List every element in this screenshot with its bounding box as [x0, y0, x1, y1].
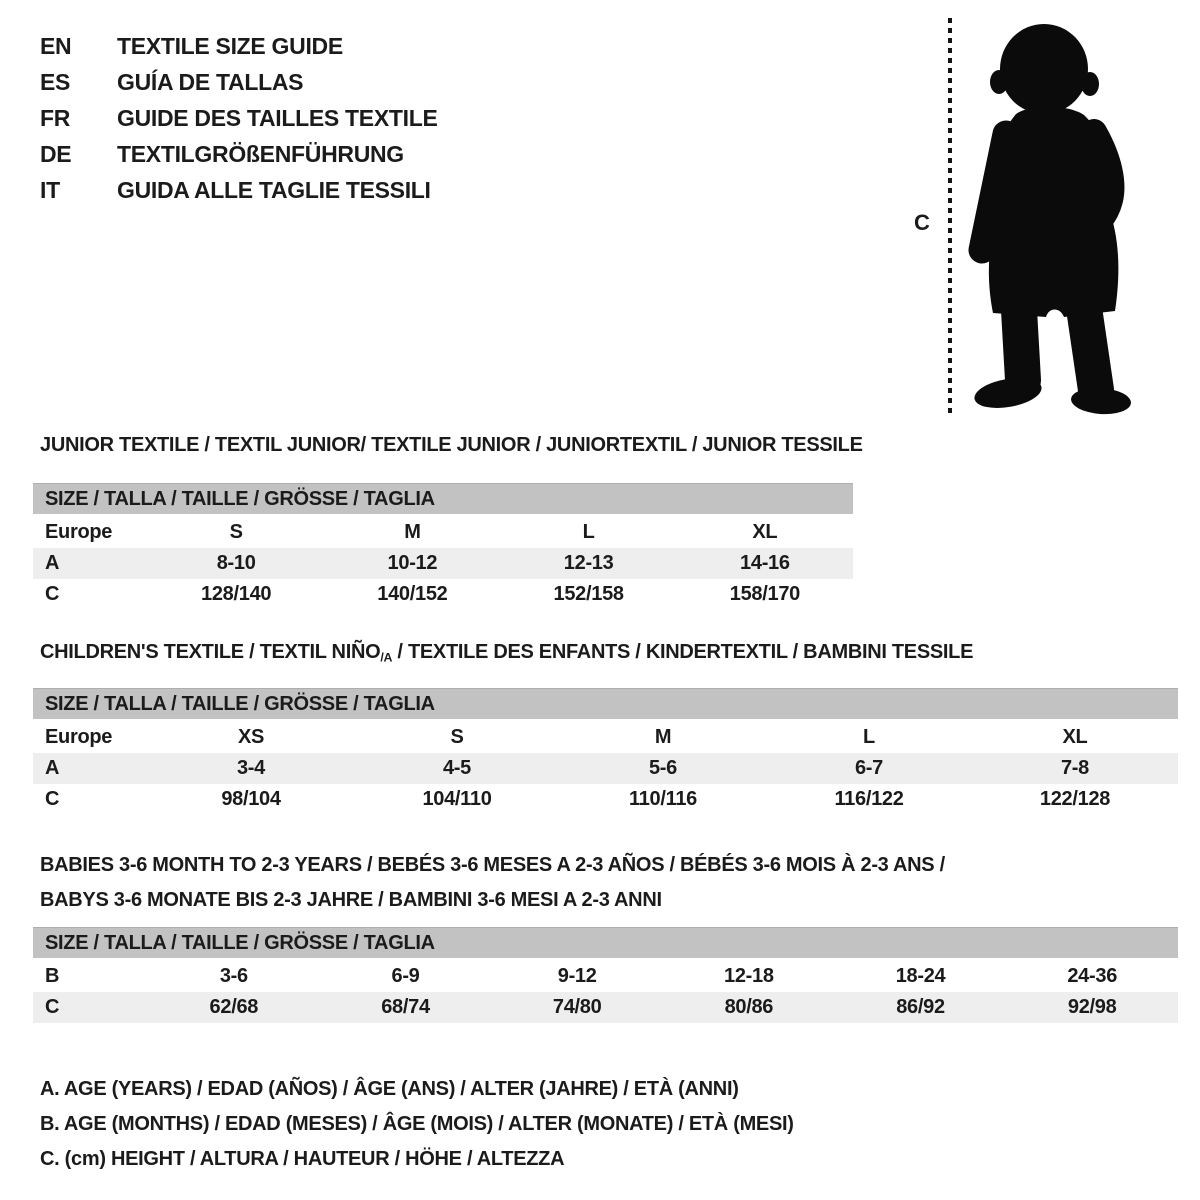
silhouette-ear-left [990, 70, 1008, 94]
age-cell: 4-5 [442, 757, 471, 779]
legend [40, 1072, 794, 1177]
junior-size-table [33, 483, 853, 610]
language-code: FR [40, 104, 71, 131]
silhouette-leg-right [1084, 308, 1096, 390]
language-code: IT [40, 176, 60, 203]
table-row-age [33, 548, 853, 579]
children-section-heading [40, 641, 973, 664]
age-cell: 6-9 [391, 965, 420, 987]
children-heading-text: / TEXTILE DES ENFANTS / KINDERTEXTIL / BAMBINI TESSILE [392, 641, 974, 663]
language-title-list [40, 28, 438, 208]
height-cell: 86/92 [896, 996, 945, 1018]
size-header-bar: SIZE / TALLA / TAILLE / GRÖSSE / TAGLIA [33, 483, 853, 514]
children-heading-text: CHILDREN'S TEXTILE / TEXTIL NIÑO [40, 641, 381, 663]
age-cell: 3-6 [219, 965, 248, 987]
row-label: Europe [45, 726, 113, 748]
table-row-height [33, 579, 853, 610]
size-cell: L [863, 726, 875, 748]
height-dashed-line [948, 18, 952, 416]
height-cell: 92/98 [1067, 996, 1117, 1018]
height-cell: 104/110 [422, 788, 492, 810]
guide-title: TEXTILGRÖßENFÜHRUNG [117, 140, 404, 167]
table-row-age-months [33, 961, 1178, 992]
language-code: ES [40, 68, 71, 95]
row-label: C [45, 583, 60, 605]
language-row [40, 64, 438, 100]
guide-title: TEXTILE SIZE GUIDE [117, 32, 343, 59]
guide-title: GUÍA DE TALLAS [117, 68, 304, 95]
height-cell: 62/68 [209, 996, 259, 1018]
height-cell: 110/116 [629, 788, 697, 810]
language-row [40, 100, 438, 136]
age-cell: 12-18 [724, 965, 774, 987]
language-row [40, 136, 438, 172]
height-cell: 98/104 [221, 788, 281, 810]
table-row-age [33, 753, 1178, 784]
size-cell: XL [752, 521, 778, 543]
height-cell: 128/140 [201, 583, 272, 605]
language-row [40, 28, 438, 64]
height-cell: 74/80 [552, 996, 602, 1018]
row-label: C [45, 788, 60, 810]
legend-line-b: B. AGE (MONTHS) / EDAD (MESES) / ÂGE (MOIS) / ALTER (MONATE) / ETÀ (MESI) [40, 1113, 794, 1135]
silhouette-ear-right [1081, 72, 1099, 96]
age-cell: 12-13 [563, 552, 614, 574]
guide-title: GUIDA ALLE TAGLIE TESSILI [117, 176, 431, 203]
size-cell: S [450, 726, 464, 748]
language-row [40, 172, 438, 208]
language-code: DE [40, 140, 72, 167]
toddler-silhouette-icon [962, 20, 1146, 418]
height-label: C [914, 210, 930, 235]
table-row-europe [33, 517, 853, 548]
babies-section-heading [40, 848, 945, 918]
age-cell: 9-12 [557, 965, 597, 987]
row-label: B [45, 965, 60, 987]
height-cell: 140/152 [377, 583, 448, 605]
age-cell: 14-16 [740, 552, 790, 574]
row-label: A [45, 552, 60, 574]
size-cell: M [404, 521, 421, 543]
babies-heading-line1: BABIES 3-6 MONTH TO 2-3 YEARS / BEBÉS 3-6 MESES A 2-3 AÑOS / BÉBÉS 3-6 MOIS À 2-3 ANS / [40, 854, 945, 876]
size-cell: XS [237, 726, 265, 748]
age-cell: 3-4 [236, 757, 265, 779]
height-cell: 68/74 [381, 996, 430, 1018]
age-cell: 24-36 [1067, 965, 1118, 987]
guide-title: GUIDE DES TAILLES TEXTILE [117, 104, 438, 131]
size-header-bar: SIZE / TALLA / TAILLE / GRÖSSE / TAGLIA [33, 688, 1178, 719]
babies-size-table [33, 927, 1178, 1023]
silhouette-head [1000, 24, 1088, 114]
size-cell: XL [1062, 726, 1088, 748]
height-cell: 158/170 [729, 583, 800, 605]
table-row-europe [33, 722, 1178, 753]
children-heading-subscript: /A [380, 650, 393, 665]
row-label: Europe [45, 521, 113, 543]
height-cell: 80/86 [724, 996, 774, 1018]
height-cell: 152/158 [553, 583, 624, 605]
age-cell: 7-8 [1060, 757, 1089, 779]
table-row-height [33, 992, 1178, 1023]
age-cell: 10-12 [387, 552, 438, 574]
size-cell: L [582, 521, 595, 543]
size-cell: M [654, 726, 672, 748]
height-cell: 122/128 [1039, 788, 1111, 810]
height-cell: 116/122 [834, 788, 904, 810]
age-cell: 6-7 [854, 757, 883, 779]
children-size-table [33, 688, 1178, 815]
table-row-height [33, 784, 1178, 815]
age-cell: 8-10 [216, 552, 256, 574]
age-cell: 5-6 [648, 757, 677, 779]
silhouette-leg-left [1019, 310, 1023, 380]
row-label: C [45, 996, 60, 1018]
size-cell: S [229, 521, 243, 543]
language-code: EN [40, 32, 72, 59]
row-label: A [45, 757, 60, 779]
babies-heading-line2: BABYS 3-6 MONATE BIS 2-3 JAHRE / BAMBINI 3-6 MESI A 2-3 ANNI [40, 889, 662, 911]
legend-line-c: C. (cm) HEIGHT / ALTURA / HAUTEUR / HÖHE / ALTEZZA [40, 1148, 565, 1170]
junior-section-heading: JUNIOR TEXTILE / TEXTIL JUNIOR/ TEXTILE JUNIOR / JUNIORTEXTIL / JUNIOR TESSILE [40, 434, 863, 456]
legend-line-a: A. AGE (YEARS) / EDAD (AÑOS) / ÂGE (ANS) / ALTER (JAHRE) / ETÀ (ANNI) [40, 1078, 739, 1100]
age-cell: 18-24 [895, 965, 946, 987]
size-header-bar: SIZE / TALLA / TAILLE / GRÖSSE / TAGLIA [33, 927, 1178, 958]
